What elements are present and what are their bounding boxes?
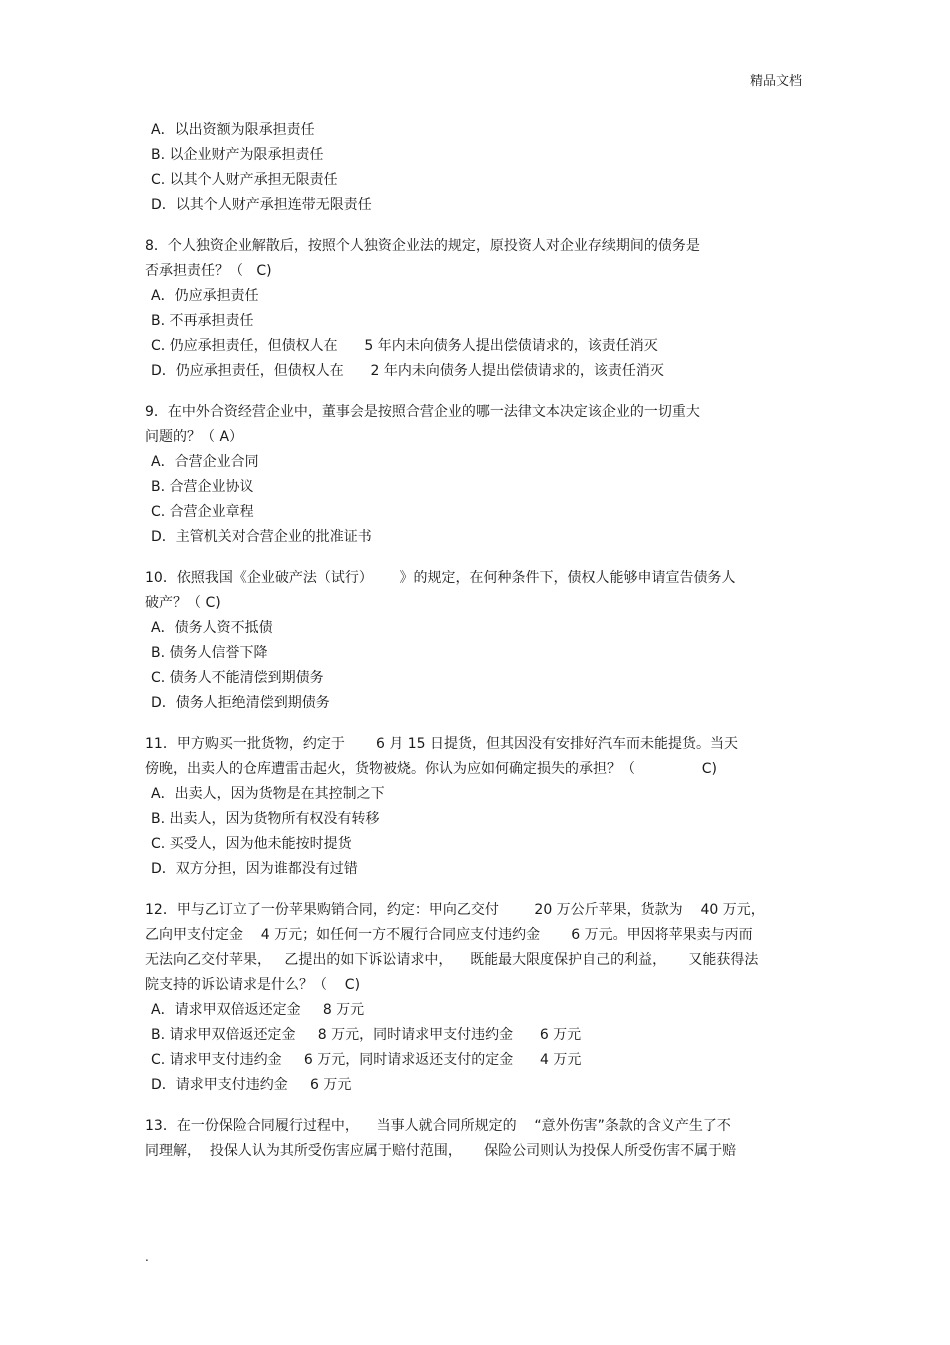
option-a: A．债务人资不抵债 xyxy=(151,620,273,636)
question-stem: 同理解， 投保人认为其所受伤害应属于赔付范围， 保险公司则认为投保人所受伤害不属于赔 xyxy=(145,1143,737,1159)
question-stem: 乙向甲支付定金 4 万元；如任何一方不履行合同应支付违约金 6 万元。甲因将苹果卖与丙而 xyxy=(145,927,753,943)
question-stem: 院支持的诉讼请求是什么？（ C) xyxy=(145,977,361,993)
option-d: D．请求甲支付违约金 6 万元 xyxy=(151,1077,352,1093)
option-c: C. 仍应承担责任，但债权人在 5 年内未向债务人提出偿债请求的，该责任消灭 xyxy=(151,338,658,354)
option-c: C. 买受人，因为他未能按时提货 xyxy=(151,836,352,852)
question-stem: 问题的？（ A） xyxy=(145,429,244,445)
question-list xyxy=(145,118,810,1180)
question-13 xyxy=(145,1114,810,1164)
option-c: C. 债务人不能清偿到期债务 xyxy=(151,670,324,686)
question-stem: 13．在一份保险合同履行过程中， 当事人就合同所规定的 “意外伤害”条款的含义产生了不 xyxy=(145,1118,731,1134)
question-stem: 9．在中外合资经营企业中，董事会是按照合营企业的哪一法律文本决定该企业的一切重大 xyxy=(145,404,700,420)
page-header: 精品文档 xyxy=(749,74,802,89)
option-a: A．出卖人，因为货物是在其控制之下 xyxy=(151,786,385,802)
option-b: B. 债务人信誉下降 xyxy=(151,645,268,661)
option-b: B. 以企业财产为限承担责任 xyxy=(151,147,324,163)
option-b: B. 合营企业协议 xyxy=(151,479,254,495)
option-b: B. 请求甲双倍返还定金 8 万元，同时请求甲支付违约金 6 万元 xyxy=(151,1027,582,1043)
question-stem: 10．依照我国《企业破产法（试行） 》的规定，在何种条件下，债权人能够申请宣告债务人 xyxy=(145,570,736,586)
option-d: D．双方分担，因为谁都没有过错 xyxy=(151,861,358,877)
question-7-options xyxy=(145,118,810,218)
option-d: D．仍应承担责任，但债权人在 2 年内未向债务人提出偿债请求的，该责任消灭 xyxy=(151,363,664,379)
option-c: C. 合营企业章程 xyxy=(151,504,254,520)
question-stem: 无法向乙交付苹果， 乙提出的如下诉讼请求中， 既能最大限度保护自己的利益， 又能获得法 xyxy=(145,952,759,968)
option-a: A．以出资额为限承担责任 xyxy=(151,122,315,138)
option-d: D．主管机关对合营企业的批准证书 xyxy=(151,529,372,545)
question-stem: 否承担责任？（ C) xyxy=(145,263,272,279)
question-stem: 破产？（ C) xyxy=(145,595,221,611)
question-stem: 傍晚，出卖人的仓库遭雷击起火，货物被烧。你认为应如何确定损失的承担？（ C) xyxy=(145,761,717,777)
question-9 xyxy=(145,400,810,550)
page-footer: . xyxy=(145,1250,149,1264)
option-d: D．债务人拒绝清偿到期债务 xyxy=(151,695,330,711)
question-10 xyxy=(145,566,810,716)
question-11 xyxy=(145,732,810,882)
option-a: A．合营企业合同 xyxy=(151,454,259,470)
question-stem: 11．甲方购买一批货物，约定于 6 月 15 日提货，但其因没有安排好汽车而未能提货。当天 xyxy=(145,736,739,752)
option-c: C. 请求甲支付违约金 6 万元，同时请求返还支付的定金 4 万元 xyxy=(151,1052,582,1068)
question-8 xyxy=(145,234,810,384)
option-a: A．仍应承担责任 xyxy=(151,288,259,304)
option-a: A．请求甲双倍返还定金 8 万元 xyxy=(151,1002,365,1018)
question-12 xyxy=(145,898,810,1098)
option-b: B. 不再承担责任 xyxy=(151,313,254,329)
option-b: B. 出卖人，因为货物所有权没有转移 xyxy=(151,811,380,827)
option-c: C. 以其个人财产承担无限责任 xyxy=(151,172,338,188)
option-d: D．以其个人财产承担连带无限责任 xyxy=(151,197,372,213)
question-stem: 12．甲与乙订立了一份苹果购销合同，约定：甲向乙交付 20 万公斤苹果，货款为 40 万元， xyxy=(145,902,765,918)
question-stem: 8．个人独资企业解散后，按照个人独资企业法的规定，原投资人对企业存续期间的债务是 xyxy=(145,238,700,254)
